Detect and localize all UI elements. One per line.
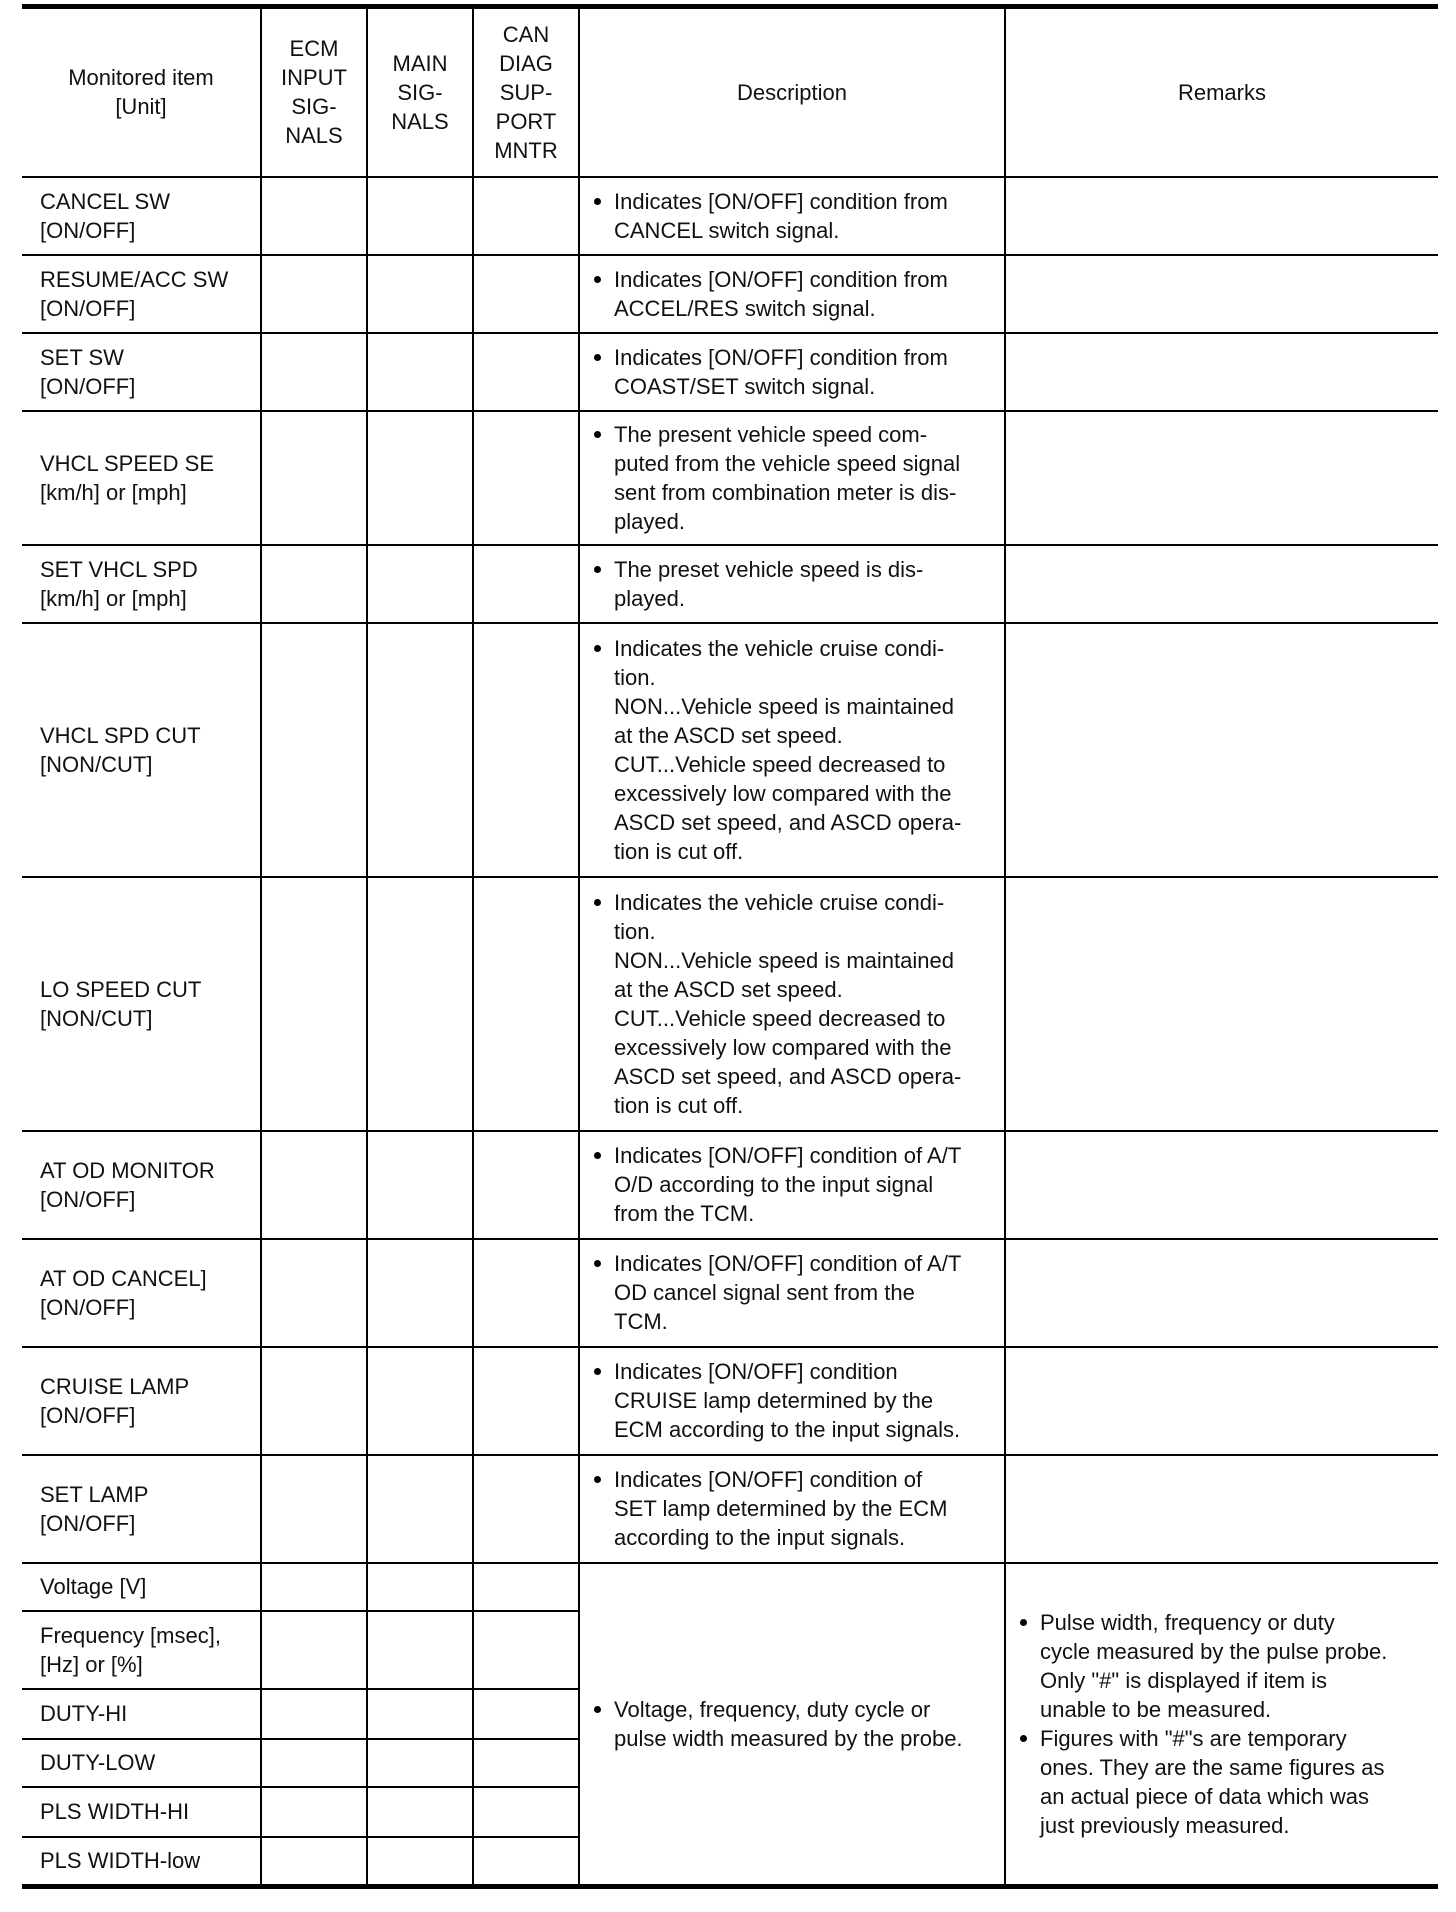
main-signals-cell	[367, 1611, 473, 1689]
text-line: SET SW	[40, 344, 124, 370]
table-row	[22, 1347, 1438, 1455]
remarks-bullet	[1016, 1608, 1428, 1724]
can-diag-cell	[473, 1347, 579, 1455]
text-line: COAST/SET switch signal.	[614, 373, 876, 399]
text-line: played.	[614, 585, 685, 611]
header-main-signals	[367, 7, 473, 177]
description-bullet	[590, 1465, 994, 1552]
ecm-input-cell	[261, 1611, 367, 1689]
main-signals-cell	[367, 1347, 473, 1455]
ecm-input-cell	[261, 623, 367, 877]
main-signals-cell	[367, 1837, 473, 1887]
header-monitored-item	[22, 7, 261, 177]
text-line: CUT...Vehicle speed decreased to	[614, 1005, 946, 1031]
text-line: ACCEL/RES switch signal.	[614, 295, 876, 321]
text-line: [NON/CUT]	[40, 1005, 153, 1031]
table-row	[22, 545, 1438, 623]
table-row	[22, 333, 1438, 411]
text-line: RESUME/ACC SW	[40, 266, 229, 292]
main-signals-cell	[367, 1563, 473, 1611]
ecm-input-cell	[261, 411, 367, 545]
ecm-input-cell	[261, 1787, 367, 1837]
table-row	[22, 877, 1438, 1131]
text-line: PLS WIDTH-HI	[40, 1799, 190, 1824]
text-line: [km/h] or [mph]	[40, 479, 187, 505]
description-detail	[590, 946, 994, 1120]
can-diag-cell	[473, 1239, 579, 1347]
text-line: CRUISE LAMP	[40, 1373, 190, 1399]
text-line: The present vehicle speed com-	[614, 421, 928, 447]
text-line: [ON/OFF]	[40, 217, 136, 243]
text-line: Indicates the vehicle cruise condi-	[614, 635, 945, 661]
text-line: tion.	[614, 664, 656, 690]
remarks-cell	[1005, 255, 1438, 333]
monitored-item-cell	[22, 255, 261, 333]
table-row	[22, 623, 1438, 877]
monitored-item-cell	[22, 1837, 261, 1887]
text-line: an actual piece of data which was	[1040, 1783, 1369, 1809]
monitored-item-cell	[22, 1455, 261, 1563]
text-line: unable to be measured.	[1040, 1696, 1272, 1722]
monitored-items-table	[22, 4, 1438, 1889]
text-line: PORT	[495, 108, 557, 134]
main-signals-cell	[367, 1787, 473, 1837]
table-row	[22, 1563, 1438, 1611]
ecm-input-cell	[261, 1131, 367, 1239]
text-line: CANCEL switch signal.	[614, 217, 840, 243]
description-bullet	[590, 420, 994, 536]
can-diag-cell	[473, 1455, 579, 1563]
text-line: TCM.	[614, 1309, 668, 1334]
ecm-input-cell	[261, 545, 367, 623]
text-line: ECM according to the input signals.	[614, 1417, 961, 1442]
table-row	[22, 255, 1438, 333]
monitored-item-cell	[22, 1739, 261, 1787]
description-bullet	[590, 1695, 994, 1753]
text-line: ASCD set speed, and ASCD opera-	[614, 809, 962, 835]
description-bullet	[590, 1357, 994, 1444]
ecm-input-cell	[261, 1563, 367, 1611]
text-line: Monitored item	[68, 65, 214, 91]
main-signals-cell	[367, 1455, 473, 1563]
text-line: ones. They are the same figures as	[1040, 1754, 1385, 1780]
text-line: NALS	[285, 123, 343, 149]
text-line: Voltage, frequency, duty cycle or	[614, 1696, 931, 1722]
ecm-input-cell	[261, 1455, 367, 1563]
text-line: SET VHCL SPD	[40, 556, 198, 582]
text-line: played.	[614, 508, 685, 534]
monitored-item-cell	[22, 333, 261, 411]
monitored-item-cell	[22, 623, 261, 877]
table-row	[22, 411, 1438, 545]
probe-remarks-cell	[1005, 1563, 1438, 1887]
header-row	[22, 7, 1438, 177]
text-line: The preset vehicle speed is dis-	[614, 556, 924, 582]
text-line: according to the input signals.	[614, 1525, 906, 1550]
monitored-item-cell	[22, 1131, 261, 1239]
text-line: cycle measured by the pulse probe.	[1040, 1638, 1388, 1664]
text-line: [ON/OFF]	[40, 1402, 136, 1428]
monitored-item-cell	[22, 1347, 261, 1455]
text-line: pulse width measured by the probe.	[614, 1725, 963, 1751]
main-signals-cell	[367, 255, 473, 333]
text-line: excessively low compared with the	[614, 780, 952, 806]
can-diag-cell	[473, 177, 579, 255]
description-bullet	[590, 1141, 994, 1228]
text-line: Indicates [ON/OFF] condition of A/T	[614, 1251, 962, 1276]
main-signals-cell	[367, 1689, 473, 1739]
text-line: CUT...Vehicle speed decreased to	[614, 751, 946, 777]
can-diag-cell	[473, 545, 579, 623]
text-line: Pulse width, frequency or duty	[1040, 1609, 1335, 1635]
text-line: Indicates [ON/OFF] condition from	[614, 188, 948, 214]
description-bullet	[590, 265, 994, 323]
ecm-input-cell	[261, 1837, 367, 1887]
monitored-item-cell	[22, 545, 261, 623]
text-line: ASCD set speed, and ASCD opera-	[614, 1063, 962, 1089]
text-line: CAN	[502, 21, 550, 47]
remarks-cell	[1005, 333, 1438, 411]
description-cell	[579, 1239, 1005, 1347]
description-bullet	[590, 187, 994, 245]
can-diag-cell	[473, 1131, 579, 1239]
text-line: AT OD CANCEL]	[40, 1265, 207, 1291]
text-line: [km/h] or [mph]	[40, 585, 187, 611]
text-line: tion.	[614, 918, 656, 944]
remarks-bullet	[1016, 1724, 1428, 1840]
can-diag-cell	[473, 877, 579, 1131]
main-signals-cell	[367, 411, 473, 545]
monitored-item-cell	[22, 877, 261, 1131]
monitored-item-cell	[22, 1787, 261, 1837]
header-ecm-input-signals	[261, 7, 367, 177]
text-line: [NON/CUT]	[40, 751, 153, 777]
description-cell	[579, 623, 1005, 877]
text-line: [ON/OFF]	[40, 1186, 136, 1212]
remarks-cell	[1005, 1455, 1438, 1563]
text-line: CANCEL SW	[40, 188, 170, 214]
text-line: sent from combination meter is dis-	[614, 479, 957, 505]
text-line: just previously measured.	[1040, 1812, 1290, 1838]
text-line: Frequency [msec],	[40, 1622, 221, 1648]
ecm-input-cell	[261, 333, 367, 411]
table-row	[22, 177, 1438, 255]
probe-description-cell	[579, 1563, 1005, 1887]
text-line: NALS	[391, 108, 449, 134]
main-signals-cell	[367, 877, 473, 1131]
text-line: OD cancel signal sent from the	[614, 1280, 915, 1305]
description-cell	[579, 1347, 1005, 1455]
text-line: DUTY-HI	[40, 1701, 128, 1726]
description-cell	[579, 877, 1005, 1131]
description-cell	[579, 1131, 1005, 1239]
description-cell	[579, 1455, 1005, 1563]
ecm-input-cell	[261, 877, 367, 1131]
table-row	[22, 1239, 1438, 1347]
remarks-cell	[1005, 877, 1438, 1131]
text-line: Indicates [ON/OFF] condition of	[614, 1467, 923, 1492]
can-diag-cell	[473, 1563, 579, 1611]
main-signals-cell	[367, 177, 473, 255]
ecm-input-cell	[261, 1239, 367, 1347]
header-can-diag-support-mntr	[473, 7, 579, 177]
text-line: [ON/OFF]	[40, 1294, 136, 1320]
text-line: [ON/OFF]	[40, 373, 136, 399]
header-description: Description	[579, 7, 1005, 177]
text-line: at the ASCD set speed.	[614, 976, 843, 1002]
text-line: Indicates [ON/OFF] condition	[614, 1359, 898, 1384]
text-line: MNTR	[494, 137, 558, 163]
text-line: SIG-	[397, 79, 443, 105]
text-line: SUP-	[499, 79, 553, 105]
ecm-input-cell	[261, 1347, 367, 1455]
text-line: VHCL SPEED SE	[40, 450, 215, 476]
table-row	[22, 1455, 1438, 1563]
text-line: INPUT	[281, 65, 347, 91]
main-signals-cell	[367, 1131, 473, 1239]
text-line: DIAG	[499, 50, 553, 76]
can-diag-cell	[473, 1837, 579, 1887]
text-line: Only "#" is displayed if item is	[1040, 1667, 1328, 1693]
remarks-cell	[1005, 1239, 1438, 1347]
remarks-cell	[1005, 177, 1438, 255]
main-signals-cell	[367, 1739, 473, 1787]
table-row	[22, 1131, 1438, 1239]
main-signals-cell	[367, 623, 473, 877]
can-diag-cell	[473, 411, 579, 545]
header-remarks: Remarks	[1005, 7, 1438, 177]
text-line: [Hz] or [%]	[40, 1651, 143, 1677]
description-bullet	[590, 634, 994, 692]
can-diag-cell	[473, 1689, 579, 1739]
text-line: SET LAMP	[40, 1481, 149, 1507]
can-diag-cell	[473, 333, 579, 411]
ecm-input-cell	[261, 177, 367, 255]
can-diag-cell	[473, 255, 579, 333]
monitored-item-cell	[22, 411, 261, 545]
description-cell	[579, 333, 1005, 411]
text-line: Indicates [ON/OFF] condition of A/T	[614, 1143, 962, 1168]
main-signals-cell	[367, 1239, 473, 1347]
description-bullet	[590, 1249, 994, 1336]
description-bullet	[590, 555, 994, 613]
text-line: SIG-	[291, 94, 337, 120]
text-line: AT OD MONITOR	[40, 1157, 215, 1183]
text-line: Indicates the vehicle cruise condi-	[614, 889, 945, 915]
description-bullet	[590, 343, 994, 401]
text-line: Indicates [ON/OFF] condition from	[614, 344, 948, 370]
text-line: MAIN	[392, 50, 448, 76]
text-line: Figures with "#"s are temporary	[1040, 1725, 1347, 1751]
text-line: DUTY-LOW	[40, 1750, 156, 1775]
text-line: from the TCM.	[614, 1201, 755, 1226]
remarks-cell	[1005, 1347, 1438, 1455]
description-cell	[579, 411, 1005, 545]
description-bullet	[590, 888, 994, 946]
page	[22, 4, 1438, 1889]
monitored-item-cell	[22, 177, 261, 255]
description-cell	[579, 177, 1005, 255]
text-line: puted from the vehicle speed signal	[614, 450, 961, 476]
text-line: [Unit]	[115, 94, 167, 120]
can-diag-cell	[473, 1787, 579, 1837]
remarks-cell	[1005, 545, 1438, 623]
text-line: ECM	[289, 36, 339, 62]
monitored-item-cell	[22, 1239, 261, 1347]
text-line: [ON/OFF]	[40, 295, 136, 321]
text-line: tion is cut off.	[614, 838, 744, 864]
remarks-cell	[1005, 1131, 1438, 1239]
ecm-input-cell	[261, 255, 367, 333]
text-line: at the ASCD set speed.	[614, 722, 843, 748]
text-line: tion is cut off.	[614, 1092, 744, 1118]
monitored-item-cell	[22, 1689, 261, 1739]
text-line: excessively low compared with the	[614, 1034, 952, 1060]
text-line: [ON/OFF]	[40, 1510, 136, 1536]
text-line: Indicates [ON/OFF] condition from	[614, 266, 948, 292]
can-diag-cell	[473, 1611, 579, 1689]
monitored-item-cell	[22, 1611, 261, 1689]
ecm-input-cell	[261, 1689, 367, 1739]
text-line: Voltage [V]	[40, 1574, 147, 1599]
text-line: NON...Vehicle speed is maintained	[614, 693, 954, 719]
table-body	[22, 177, 1438, 1887]
can-diag-cell	[473, 1739, 579, 1787]
text-line: SET lamp determined by the ECM	[614, 1496, 948, 1521]
main-signals-cell	[367, 545, 473, 623]
text-line: NON...Vehicle speed is maintained	[614, 947, 954, 973]
remarks-cell	[1005, 623, 1438, 877]
description-cell	[579, 545, 1005, 623]
remarks-cell	[1005, 411, 1438, 545]
description-cell	[579, 255, 1005, 333]
description-detail	[590, 692, 994, 866]
main-signals-cell	[367, 333, 473, 411]
text-line: PLS WIDTH-low	[40, 1848, 201, 1874]
can-diag-cell	[473, 623, 579, 877]
ecm-input-cell	[261, 1739, 367, 1787]
text-line: CRUISE lamp determined by the	[614, 1388, 934, 1413]
text-line: VHCL SPD CUT	[40, 722, 201, 748]
text-line: O/D according to the input signal	[614, 1172, 934, 1197]
monitored-item-cell	[22, 1563, 261, 1611]
text-line: LO SPEED CUT	[40, 976, 202, 1002]
